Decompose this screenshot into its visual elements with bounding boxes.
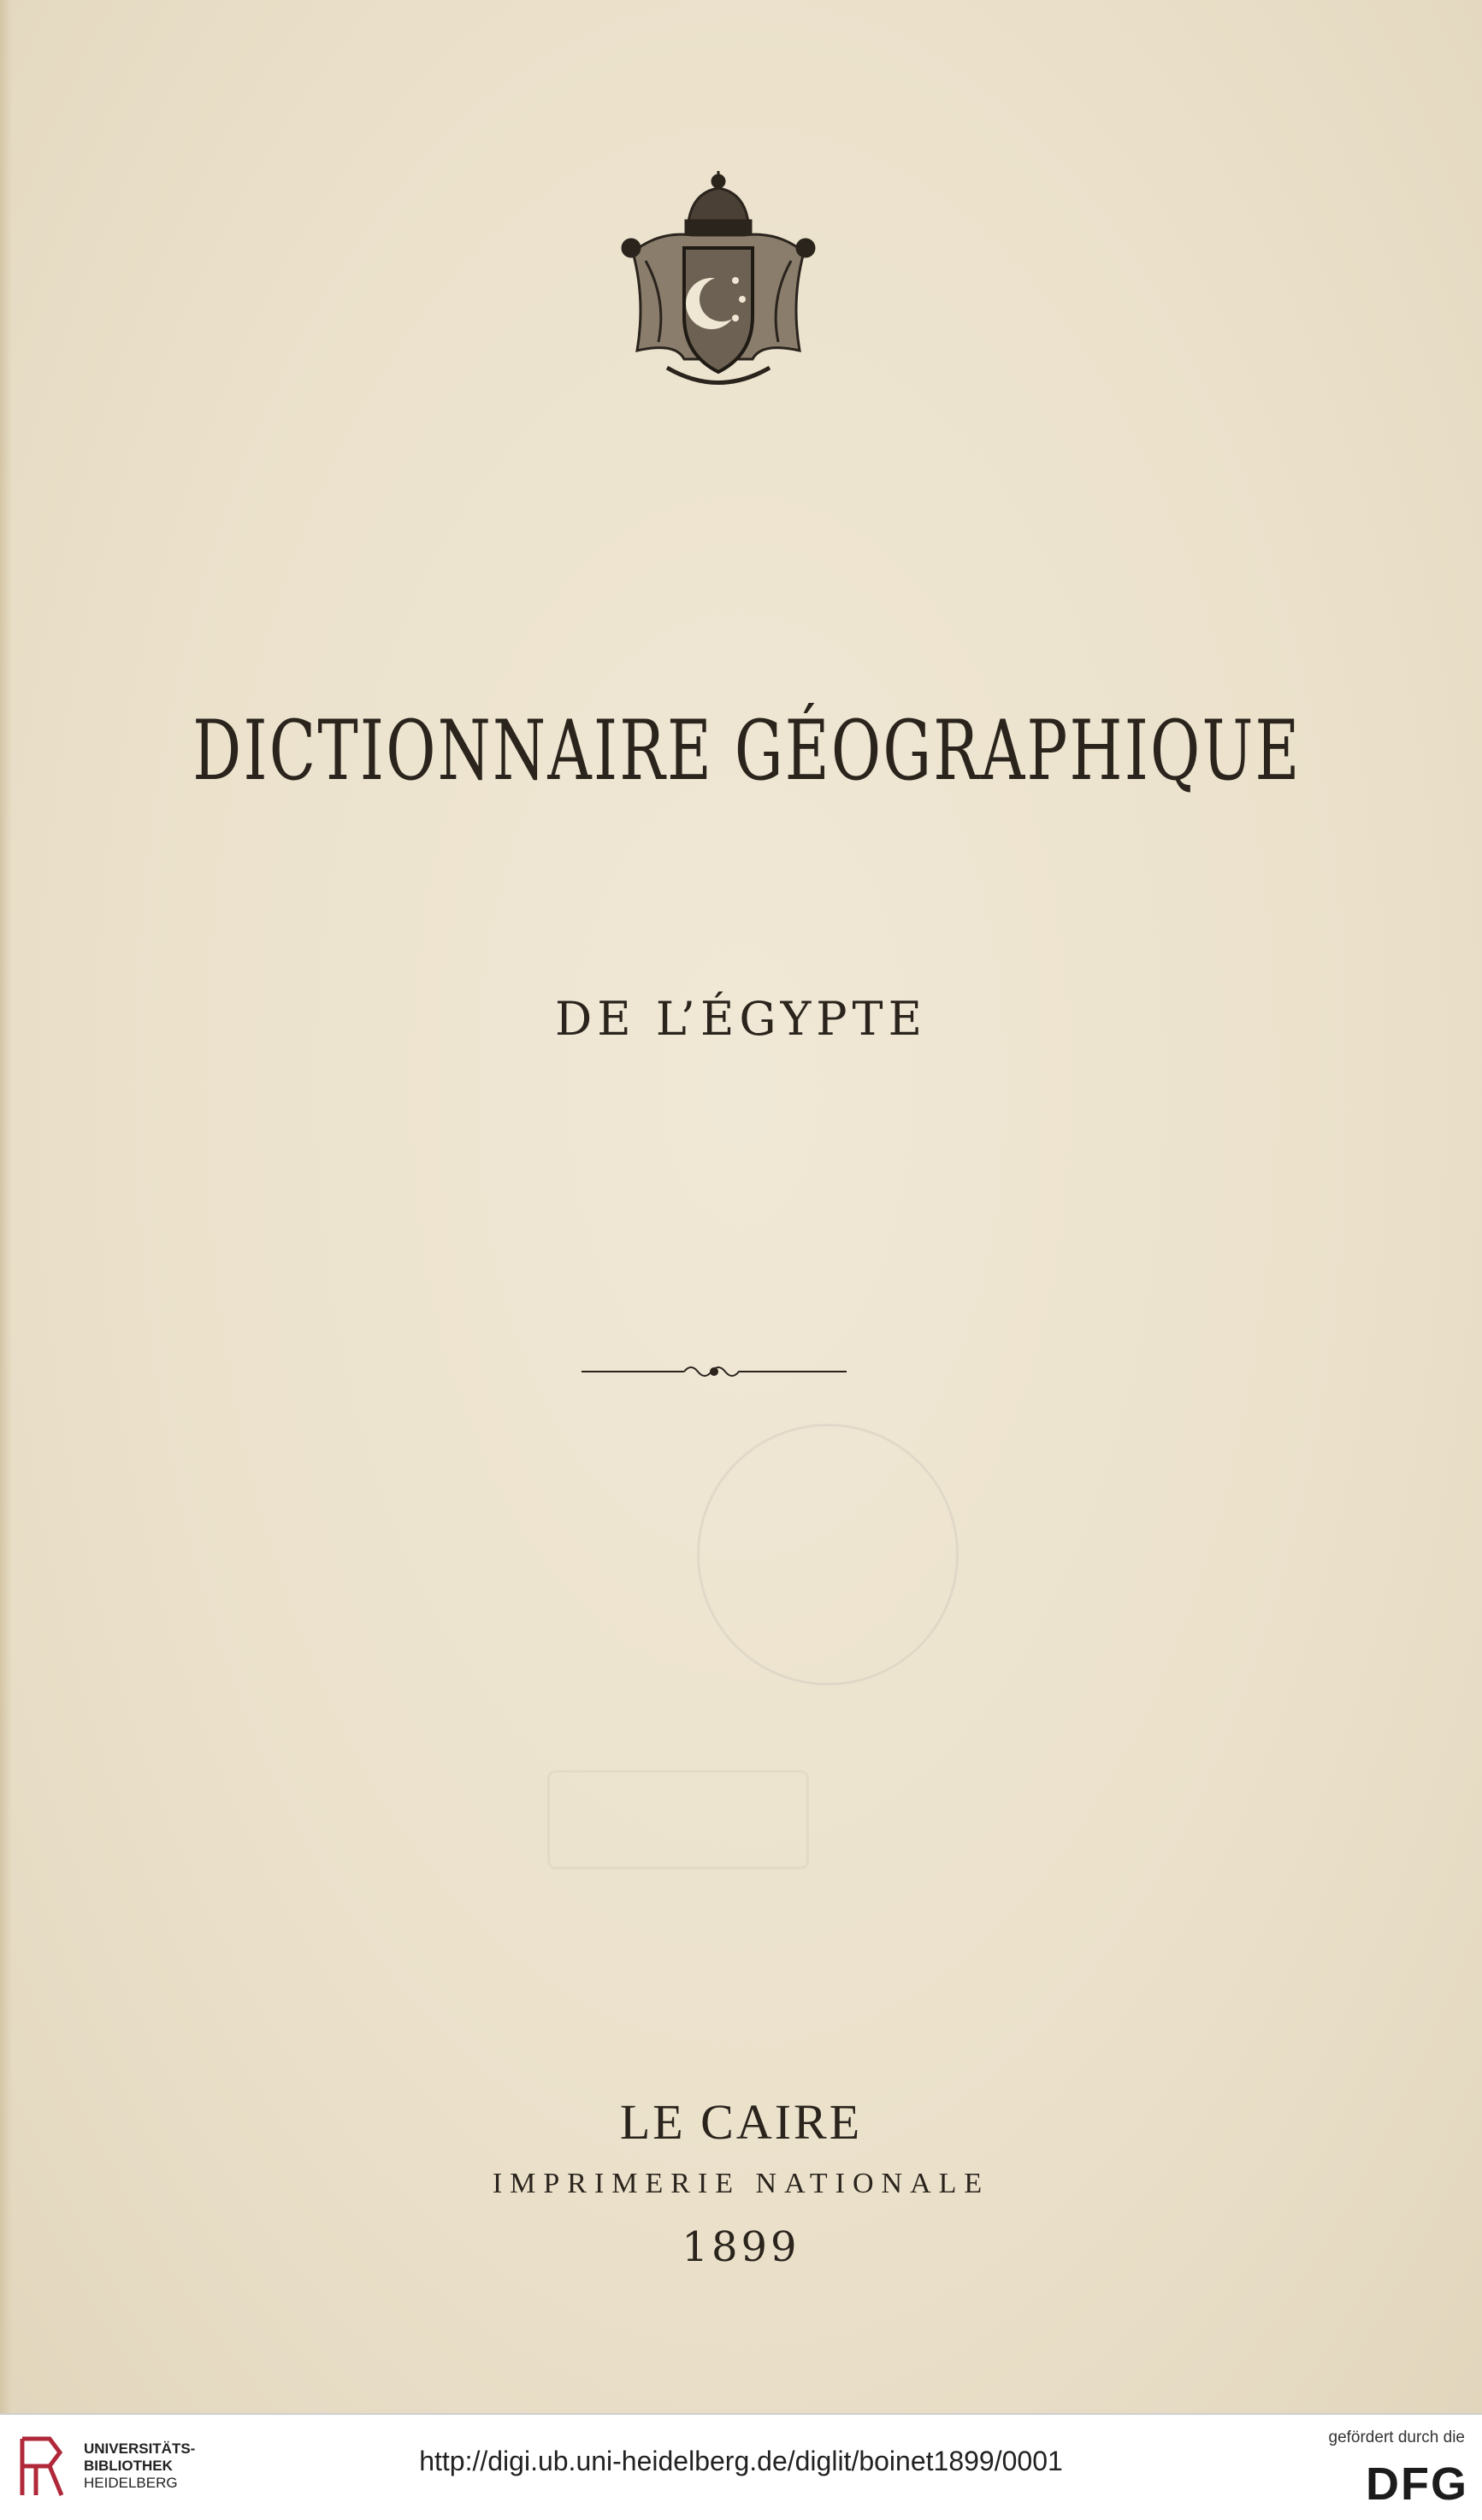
publisher-name: IMPRIMERIE NATIONALE xyxy=(492,2168,990,2199)
royal-coat-of-arms-icon xyxy=(607,171,830,402)
book-subtitle: DE L’ÉGYPTE xyxy=(555,992,927,1046)
bleed-through-label xyxy=(547,1770,809,1869)
page-edge-shadow xyxy=(0,0,12,2413)
dfg-logo-icon[interactable]: DFG xyxy=(1366,2458,1468,2510)
library-name-line3: HEIDELBERG xyxy=(84,2475,178,2491)
library-name-line2: BIBLIOTHEK xyxy=(84,2458,173,2474)
book-title: DICTIONNAIRE GÉOGRAPHIQUE xyxy=(192,703,1302,799)
publication-city: LE CAIRE xyxy=(619,2094,863,2150)
viewer-footer xyxy=(0,2413,1482,2520)
library-name-line1: UNIVERSITÄTS- xyxy=(84,2440,196,2457)
permalink-url[interactable]: http://digi.ub.uni-heidelberg.de/diglit/boinet1899/0001 xyxy=(419,2446,1063,2476)
bleed-through-stamp xyxy=(697,1424,959,1685)
publication-year: 1899 xyxy=(682,2223,800,2271)
ornamental-rule-icon xyxy=(582,1360,847,1384)
funding-caption: gefördert durch die xyxy=(1328,2429,1465,2446)
